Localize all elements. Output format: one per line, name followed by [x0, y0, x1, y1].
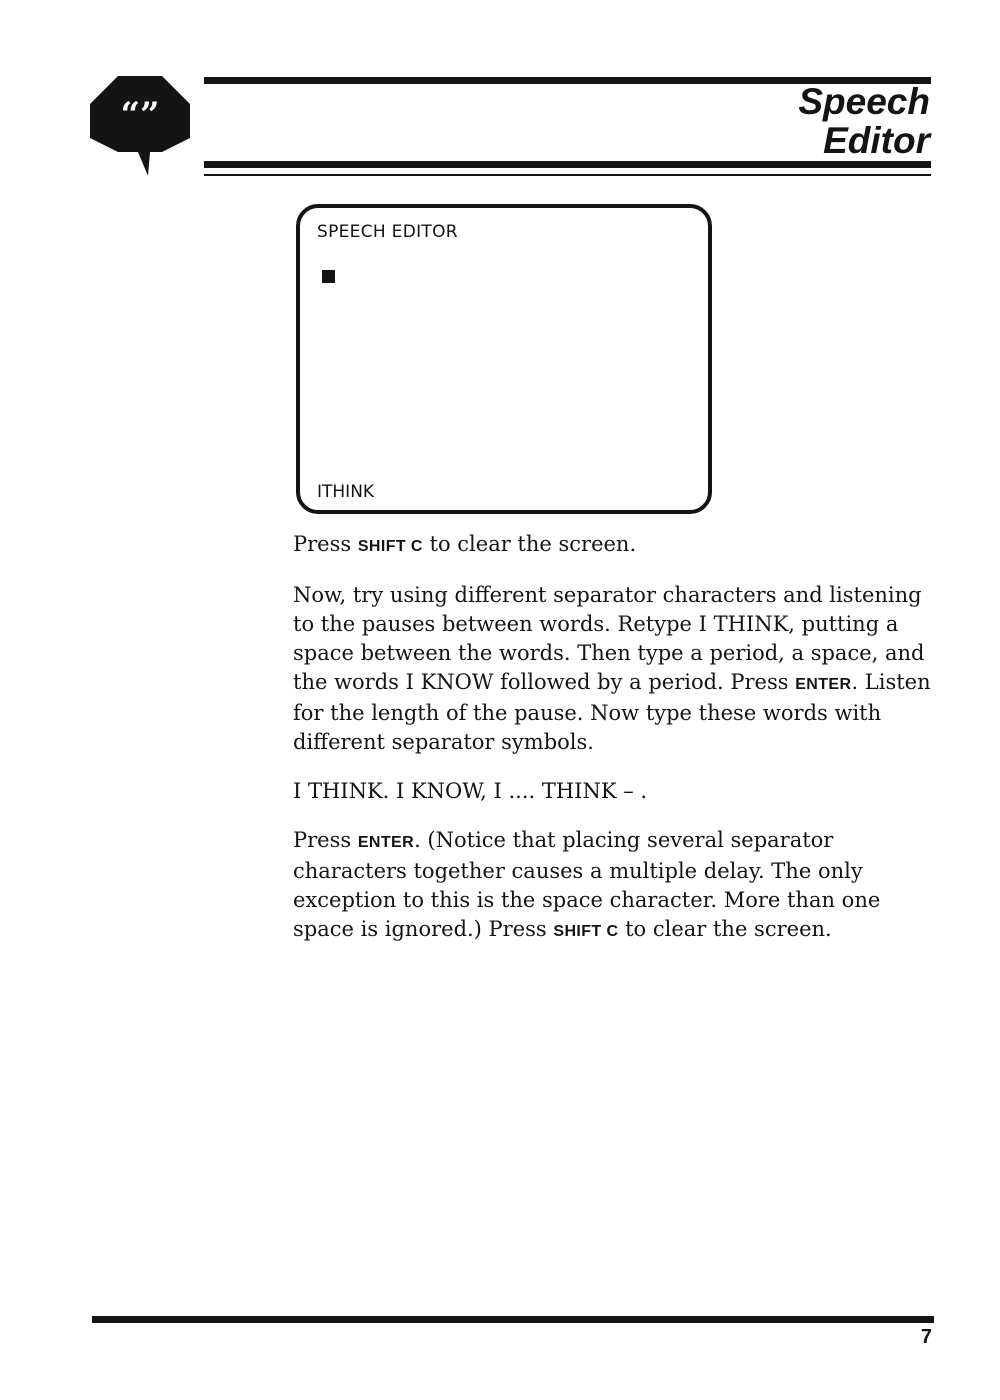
key-shift-c: SHIFT C — [553, 923, 619, 940]
p4-text-after: to clear the screen. — [618, 917, 832, 941]
key-enter: ENTER — [357, 834, 415, 851]
speech-bubble-quote-icon — [88, 74, 192, 178]
paragraph-separator-instructions — [293, 581, 933, 757]
paragraph-notice — [293, 826, 933, 946]
paragraph-example: I THINK. I KNOW, I .... THINK – . — [293, 779, 648, 803]
cursor-block — [322, 270, 335, 283]
page-title — [798, 82, 930, 160]
p2-text-part1: Now, try using different separator characters and listening to the pauses between words. Retype I THINK, putting a space between the words. Then type a period, a space, and the words I KNOW followed by a period. Press — [293, 583, 925, 694]
key-enter: ENTER — [795, 676, 852, 693]
footer-rule — [92, 1316, 934, 1323]
screen-title: SPEECH EDITOR — [317, 222, 458, 242]
logo-quote-glyph: “” — [120, 95, 160, 135]
p4-text-middle: . (Notice that placing several separator characters together causes a multiple delay. The only exception to this is the space character. More than one space is ignored.) Press — [293, 828, 881, 941]
p1-text-before: Press — [293, 532, 358, 556]
p1-text-after: to clear the screen. — [422, 532, 637, 556]
page-title-line1: Speech — [798, 81, 930, 122]
key-shift-c: SHIFT C — [357, 538, 423, 555]
header-rule-bottom-thin — [204, 174, 931, 176]
page-number: 7 — [920, 1326, 932, 1348]
speech-editor-screen — [296, 204, 712, 514]
p2-text-part2: . Listen for the length of the pause. Now type these words with different separator symbols. — [293, 670, 931, 754]
p4-text-before: Press — [293, 828, 358, 852]
paragraph-clear-screen — [293, 530, 933, 561]
header-rule-bottom-thick — [204, 161, 931, 168]
screen-input-line: ITHINK — [317, 482, 375, 502]
page-title-line2: Editor — [823, 120, 930, 161]
body-text — [293, 530, 933, 966]
